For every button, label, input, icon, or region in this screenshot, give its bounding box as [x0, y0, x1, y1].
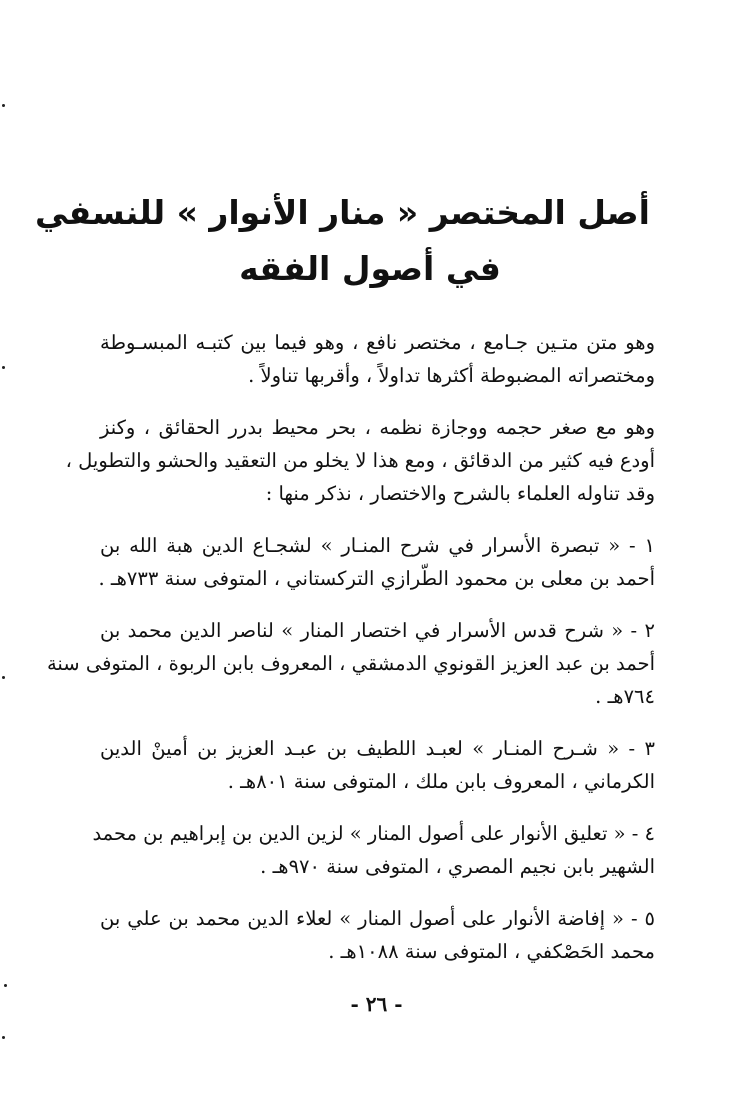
text-line: أودع فيه كثير من الدقائق ، ومع هذا لا يخلو من التعقيد والحشو والتطويل ، — [65, 449, 655, 472]
page-number: - ٢٦ - — [350, 992, 403, 1016]
list-item — [46, 614, 655, 713]
text-line: الكرماني ، المعروف بابن ملك ، المتوفى سنة ٨٠١هـ . — [227, 770, 655, 793]
text-line: وقد تناوله العلماء بالشرح والاختصار ، نذكر منها : — [265, 482, 655, 505]
text-line: أحمد بن عبد العزيز القونوي الدمشقي ، المعروف بابن الربوة ، المتوفى سنة — [46, 652, 655, 675]
text-line: وهو متن متـين جـامع ، مختصر نافع ، وهو فيما بين كتبـه المبسـوطة — [100, 331, 655, 354]
scan-speck — [2, 366, 5, 369]
title-line-1: أصل المختصر « منار الأنوار » للنسفي — [35, 193, 650, 232]
scan-speck — [2, 676, 5, 679]
text-line: ٥ - « إفاضة الأنوار على أصول المنار » لعلاء الدين محمد بن علي بن — [100, 907, 655, 930]
scan-speck — [4, 984, 7, 987]
scan-speck — [2, 104, 5, 107]
text-line: ١ - « تبصرة الأسرار في شرح المنـار » لشجـاع الدين هبة الله بن — [100, 534, 655, 557]
list-item — [92, 817, 655, 883]
paragraph — [65, 411, 655, 510]
body-text — [46, 326, 655, 987]
list-item — [100, 902, 655, 968]
text-line: ٧٦٤هـ . — [595, 685, 655, 708]
paragraph — [100, 326, 655, 392]
list-item — [100, 732, 655, 798]
scan-speck — [2, 1036, 5, 1039]
text-line: وهو مع صغر حجمه ووجازة نظمه ، بحر محيط بدرر الحقائق ، وكنز — [100, 416, 655, 439]
title-line-2: في أصول الفقه — [239, 249, 501, 288]
text-line: ٣ - « شـرح المنـار » لعبـد اللطيف بن عبـد العزيز بن أمينْ الدين — [100, 737, 655, 760]
chapter-title — [35, 185, 650, 297]
text-line: ٤ - « تعليق الأنوار على أصول المنار » لزين الدين بن إبراهيم بن محمد — [92, 822, 655, 845]
text-line: ٢ - « شرح قدس الأسرار في اختصار المنار » لناصر الدين محمد بن — [100, 619, 655, 642]
text-line: محمد الحَصْكفي ، المتوفى سنة ١٠٨٨هـ . — [328, 940, 655, 963]
text-line: أحمد بن معلى بن محمود الطّرازي التركستاني ، المتوفى سنة ٧٣٣هـ . — [98, 567, 655, 590]
list-item — [100, 529, 655, 595]
text-line: ومختصراته المضبوطة أكثرها تداولاً ، وأقربها تناولاً . — [248, 364, 655, 387]
text-line: الشهير بابن نجيم المصري ، المتوفى سنة ٩٧٠هـ . — [260, 855, 655, 878]
